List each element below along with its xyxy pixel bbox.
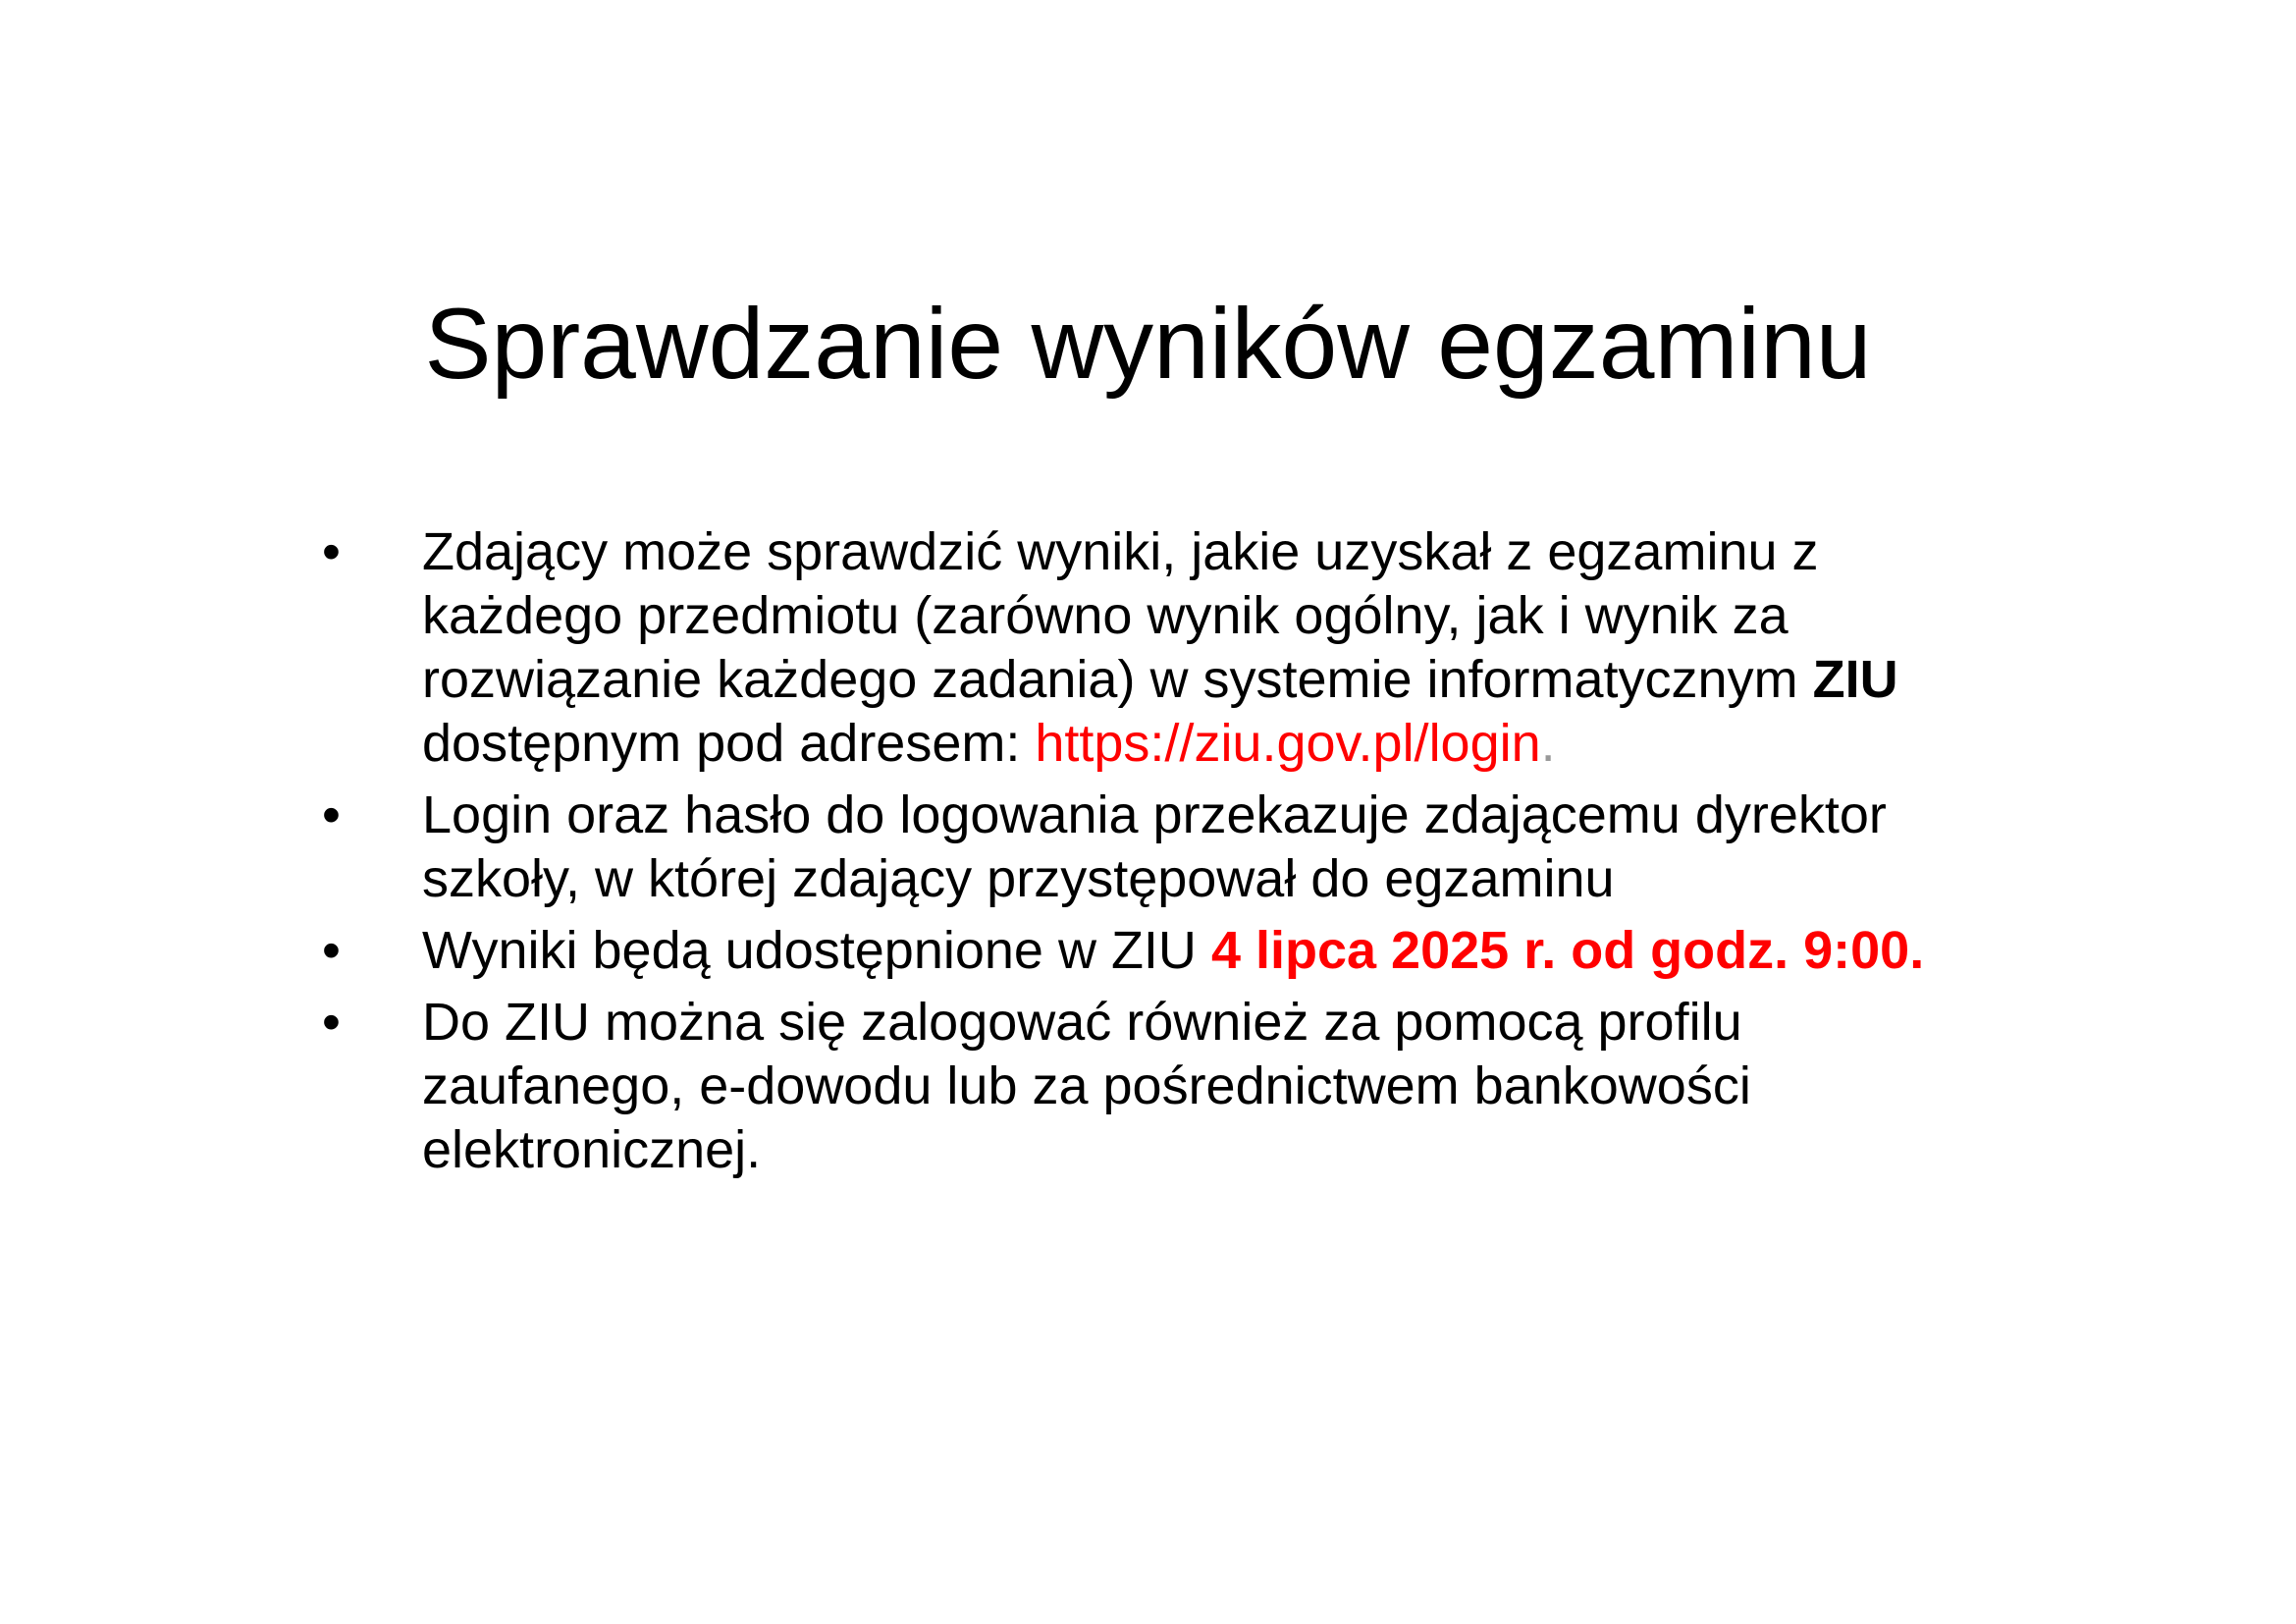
results-date-highlight: 4 lipca 2025 r. od godz. 9:00. [1210, 921, 1925, 980]
link-period: . [1540, 714, 1556, 773]
bullet-item-results-check [304, 520, 1993, 776]
bullet-dot-icon: • [322, 522, 341, 581]
bullet-text: Do ZIU można się zalogować również za pomocą profilu zaufanego, e-dowodu lub za pośrednictwem bankowości elektronicznej. [422, 993, 1751, 1179]
bullet-text: Wyniki będą udostępnione w ZIU [422, 921, 1211, 980]
bullet-item-login-info [304, 784, 1993, 911]
bullet-text: Zdający może sprawdzić wyniki, jakie uzyskał z egzaminu z każdego przedmiotu (zarówno wynik ogólny, jak i wynik za rozwiązanie każdego zadania) w systemie informatycznym [422, 522, 1819, 709]
bullet-dot-icon: • [322, 993, 341, 1052]
bullet-dot-icon: • [322, 921, 341, 980]
bullet-item-results-date [304, 919, 1993, 983]
bullet-item-login-methods [304, 991, 1993, 1182]
bullet-list [304, 520, 1993, 1190]
bullet-text-middle: dostępnym pod adresem: [422, 714, 1036, 773]
bullet-dot-icon: • [322, 785, 341, 844]
slide-title: Sprawdzanie wyników egzaminu [424, 288, 1872, 400]
ziu-login-link[interactable]: https://ziu.gov.pl/login [1035, 714, 1541, 773]
bullet-text: Login oraz hasło do logowania przekazuje zdającemu dyrektor szkoły, w której zdający przystępował do egzaminu [422, 785, 1887, 908]
system-name-bold: ZIU [1812, 650, 1898, 709]
